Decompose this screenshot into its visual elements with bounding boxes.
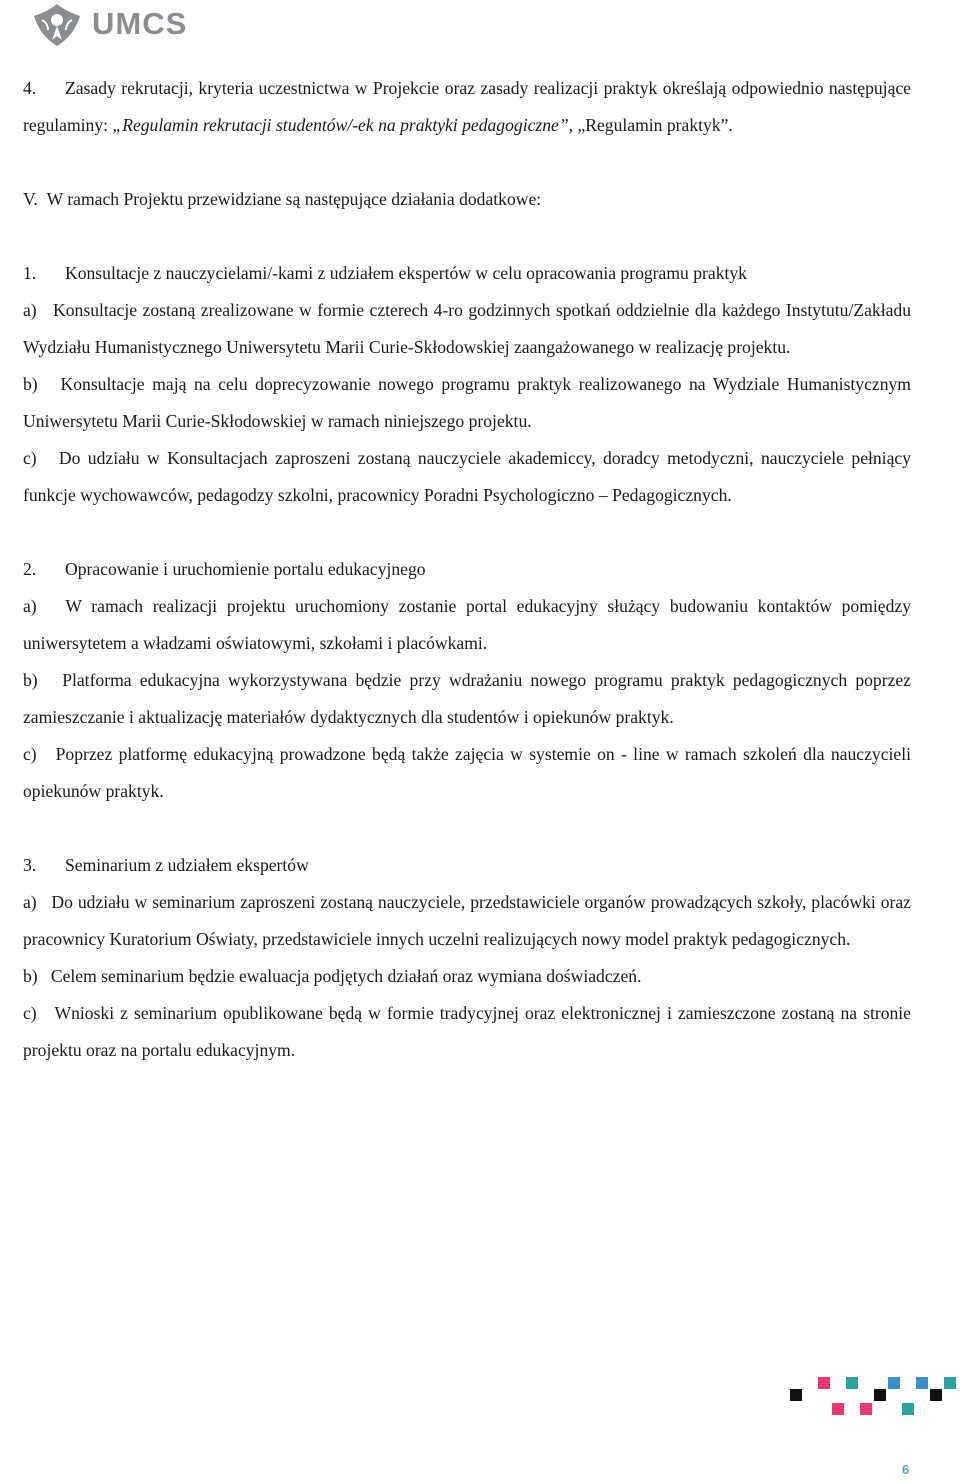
section-number: V. <box>23 189 38 209</box>
item-number: 2. <box>23 559 37 579</box>
section5-heading <box>23 181 911 218</box>
header-logo <box>30 0 187 48</box>
item2-title <box>23 551 911 588</box>
umcs-emblem-icon <box>30 0 84 48</box>
item-title: Seminarium z udziałem ekspertów <box>65 855 309 875</box>
item2-point-b: b) Platforma edukacyjna wykorzystywana będzie przy wdrażaniu nowego programu praktyk pedagogicznych poprzez zamieszczanie i aktualizację materiałów dydaktycznych dla studentów i opiekunów praktyk. <box>23 670 911 727</box>
item2-point-c: c) Poprzez platformę edukacyjną prowadzone będą także zajęcia w systemie on - line w ramach szkoleń dla nauczycieli opiekunów praktyk. <box>23 744 911 801</box>
item1-point-b: b) Konsultacje mają na celu doprecyzowanie nowego programu praktyk realizowanego na Wydziale Humanistycznym Uniwersytetu Marii Curie-Skłodowskiej w ramach niniejszego projektu. <box>23 374 911 431</box>
section4-item <box>23 70 911 144</box>
section-title: W ramach Projektu przewidziane są następujące działania dodatkowe: <box>46 189 542 209</box>
item3-point-c: c) Wnioski z seminarium opublikowane będą w formie tradycyjnej oraz elektronicznej i zamieszczone zostaną na stronie projektu oraz na portalu edukacyjnym. <box>23 1003 911 1060</box>
pixel-squares-decoration-icon <box>790 1375 960 1425</box>
item-number: 4. <box>23 78 37 98</box>
paragraph-text: , „Regulamin praktyk”. <box>568 115 733 135</box>
paragraph-text: Zasady rekrutacji, kryteria uczestnictwa w Projekcie oraz zasady realizacji praktyk określają odpowiednio następujące regulaminy: <box>23 78 911 135</box>
logo-text: UMCS <box>92 6 188 41</box>
item1-title <box>23 255 911 292</box>
item-title: Konsultacje z nauczycielami/-kami z udziałem ekspertów w celu opracowania programu praktyk <box>65 263 747 283</box>
item3-point-a: a) Do udziału w seminarium zaproszeni zostaną nauczyciele, przedstawiciele organów prowadzących szkoły, placówki oraz pracownicy Kuratorium Oświaty, przedstawiciele innych uczelni realizujących nowy model praktyk pedagogicznych. <box>23 892 911 949</box>
item1-point-a: a) Konsultacje zostaną zrealizowane w formie czterech 4-ro godzinnych spotkań oddzielnie dla każdego Instytutu/Zakładu Wydziału Humanistycznego Uniwersytetu Marii Curie-Skłodowskiej zaangażowanego w realizację projektu. <box>23 300 911 357</box>
item1-point-c: c) Do udziału w Konsultacjach zaproszeni zostaną nauczyciele akademiccy, doradcy metodyczni, nauczyciele pełniący funkcje wychowawców, pedagodzy szkolni, pracownicy Poradni Psychologiczno – Pedagogicznych. <box>23 448 911 505</box>
page-number: 6 <box>902 1462 910 1477</box>
item-number: 1. <box>23 263 37 283</box>
document-body <box>23 70 911 1069</box>
regulation-title-italic: „Regulamin rekrutacji studentów/-ek na praktyki pedagogiczne” <box>112 115 569 135</box>
item3-title <box>23 847 911 884</box>
item2-point-a: a) W ramach realizacji projektu uruchomiony zostanie portal edukacyjny służący budowaniu kontaktów pomiędzy uniwersytetem a władzami oświatowymi, szkołami i placówkami. <box>23 596 911 653</box>
item-number: 3. <box>23 855 37 875</box>
item-title: Opracowanie i uruchomienie portalu edukacyjnego <box>65 559 426 579</box>
item3-point-b: b) Celem seminarium będzie ewaluacja podjętych działań oraz wymiana doświadczeń. <box>23 966 642 986</box>
